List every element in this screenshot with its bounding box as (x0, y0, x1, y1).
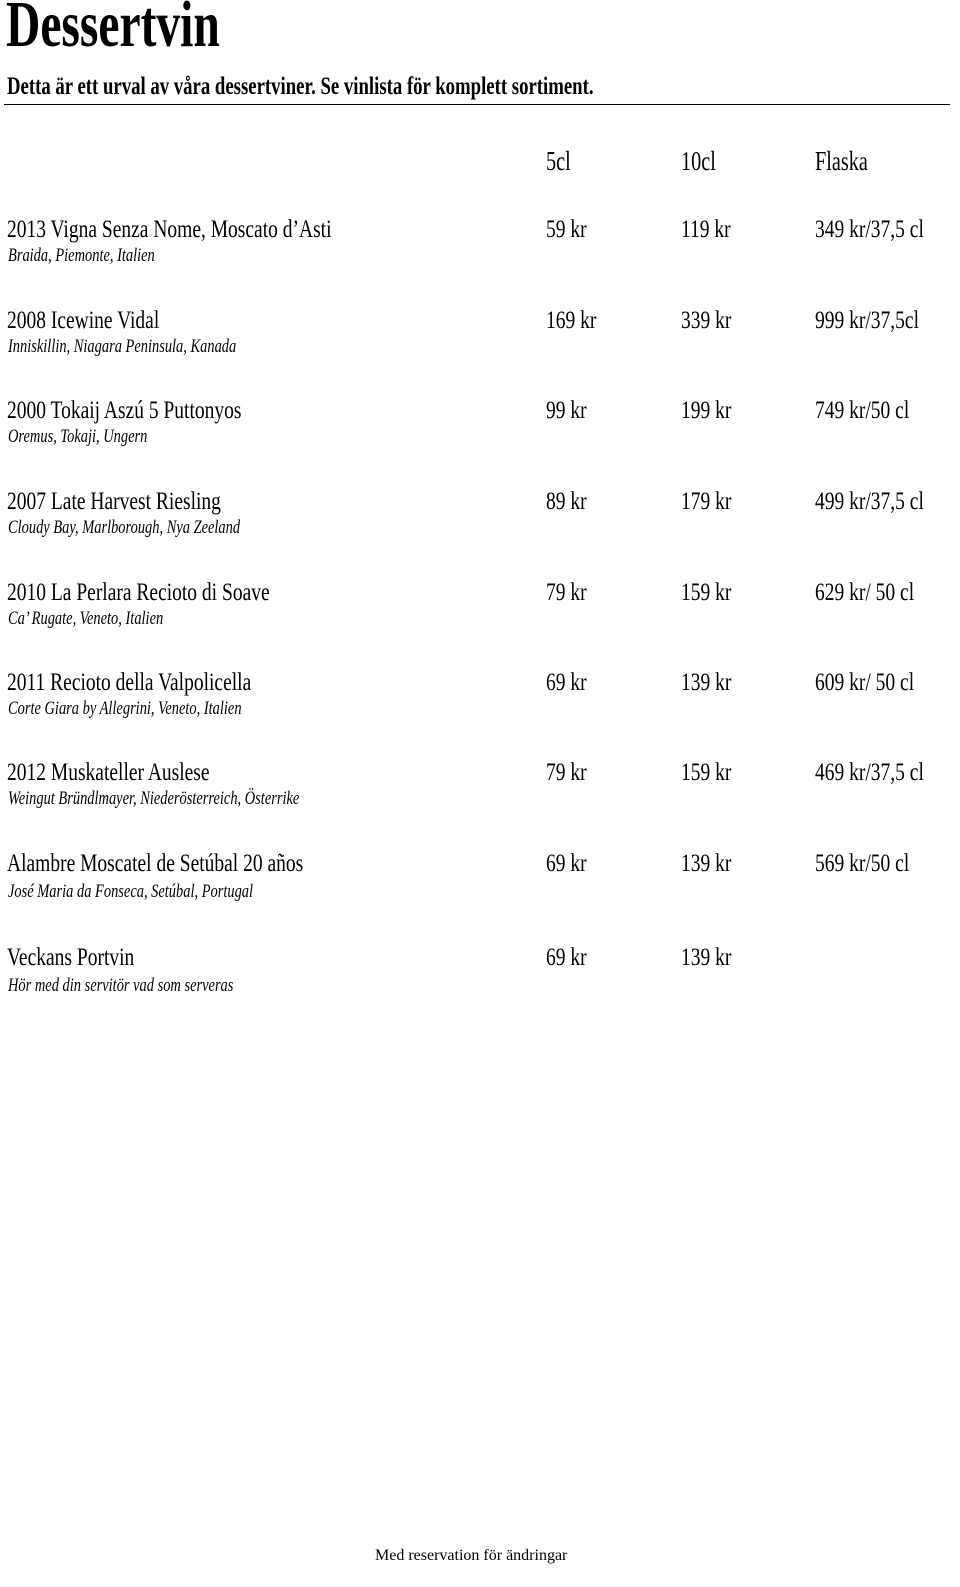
footer-note: Med reservation för ändringar (375, 1547, 568, 1564)
price-bottle: 499 kr/37,5 cl (815, 488, 924, 515)
price-5cl: 89 kr (546, 488, 587, 515)
wine-name: 2010 La Perlara Recioto di Soave (7, 579, 270, 606)
price-10cl: 159 kr (681, 579, 732, 606)
price-bottle: 349 kr/37,5 cl (815, 216, 924, 243)
wine-name: 2013 Vigna Senza Nome, Moscato d’Asti (7, 216, 332, 243)
price-5cl: 169 kr (546, 307, 597, 334)
column-header-bottle: Flaska (815, 146, 868, 176)
price-5cl: 79 kr (546, 579, 587, 606)
price-10cl: 159 kr (681, 759, 732, 786)
wine-name: 2012 Muskateller Auslese (7, 759, 210, 786)
wine-origin: Inniskillin, Niagara Peninsula, Kanada (8, 336, 237, 357)
wine-item (0, 945, 960, 1005)
wine-item (0, 398, 960, 458)
wine-item (0, 851, 960, 911)
wine-origin: Cloudy Bay, Marlborough, Nya Zeeland (8, 517, 241, 538)
page-title: Dessertvin (6, 0, 220, 61)
price-bottle: 609 kr/ 50 cl (815, 669, 915, 696)
wine-origin: Hör med din servitör vad som serveras (8, 975, 234, 996)
wine-origin: José Maria da Fonseca, Setúbal, Portugal (8, 881, 254, 902)
wine-item (0, 760, 960, 820)
wine-name: Alambre Moscatel de Setúbal 20 años (7, 850, 304, 877)
price-bottle: 629 kr/ 50 cl (815, 579, 915, 606)
wine-origin: Ca’ Rugate, Veneto, Italien (8, 608, 164, 629)
wine-name: 2008 Icewine Vidal (7, 307, 160, 334)
price-10cl: 139 kr (681, 669, 732, 696)
price-5cl: 69 kr (546, 850, 587, 877)
page-subtitle: Detta är ett urval av våra dessertviner. Se vinlista för komplett sortiment. (7, 73, 594, 100)
price-5cl: 69 kr (546, 944, 587, 971)
wine-name: 2007 Late Harvest Riesling (7, 488, 221, 515)
price-bottle: 999 kr/37,5cl (815, 307, 919, 334)
price-10cl: 119 kr (681, 216, 731, 243)
wine-origin: Braida, Piemonte, Italien (8, 245, 155, 266)
price-5cl: 69 kr (546, 669, 587, 696)
price-5cl: 79 kr (546, 759, 587, 786)
wine-item (0, 308, 960, 368)
wine-origin: Weingut Bründlmayer, Niederösterreich, Österrike (8, 788, 300, 809)
wine-origin: Oremus, Tokaji, Ungern (8, 426, 148, 447)
wine-name: Veckans Portvin (7, 944, 135, 971)
price-10cl: 139 kr (681, 944, 732, 971)
price-bottle: 749 kr/50 cl (815, 397, 910, 424)
header-divider (4, 104, 950, 105)
price-bottle: 469 kr/37,5 cl (815, 759, 924, 786)
wine-item (0, 217, 960, 277)
wine-item (0, 489, 960, 549)
price-10cl: 199 kr (681, 397, 732, 424)
price-5cl: 99 kr (546, 397, 587, 424)
price-10cl: 179 kr (681, 488, 732, 515)
wine-name: 2000 Tokaij Aszú 5 Puttonyos (7, 397, 242, 424)
price-10cl: 339 kr (681, 307, 732, 334)
price-5cl: 59 kr (546, 216, 587, 243)
column-header-10cl: 10cl (681, 146, 716, 176)
wine-item (0, 580, 960, 640)
wine-name: 2011 Recioto della Valpolicella (7, 669, 252, 696)
price-10cl: 139 kr (681, 850, 732, 877)
price-bottle: 569 kr/50 cl (815, 850, 910, 877)
column-header-5cl: 5cl (546, 146, 571, 176)
wine-item (0, 670, 960, 730)
wine-origin: Corte Giara by Allegrini, Veneto, Italien (8, 698, 242, 719)
